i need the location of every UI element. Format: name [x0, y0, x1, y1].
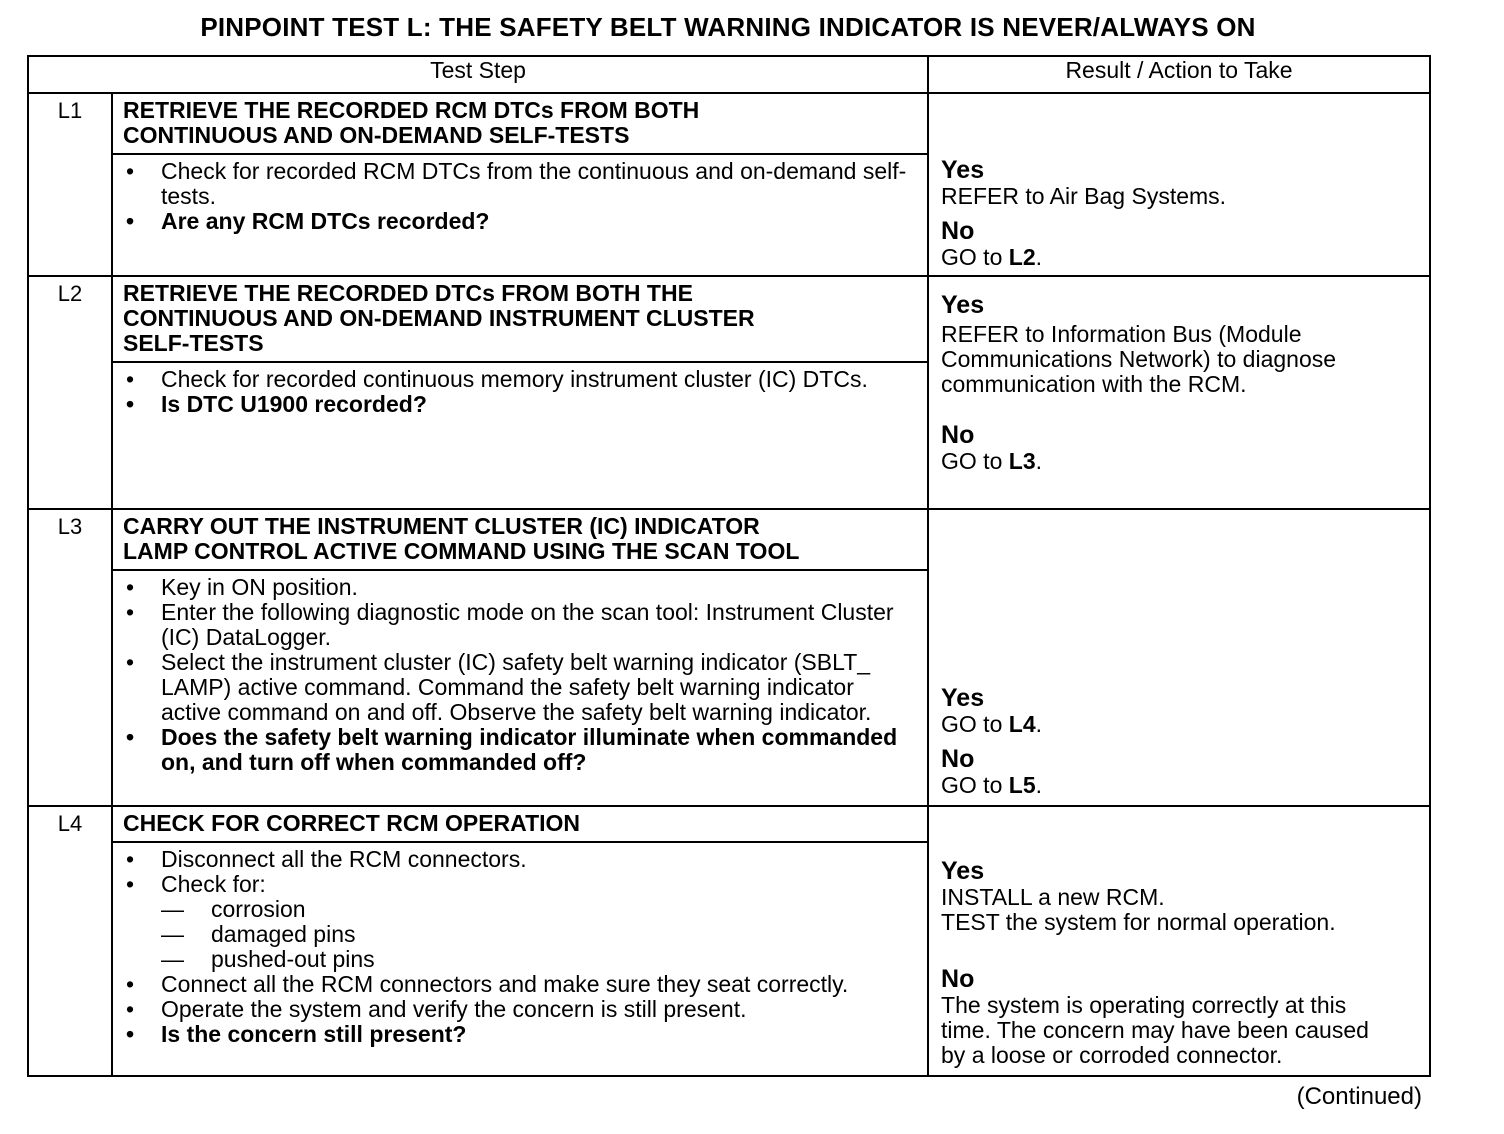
action-line: TEST the system for normal operation.: [941, 909, 1336, 935]
action-line: Communications Network) to diagnose: [941, 346, 1337, 372]
bullet-icon: •: [125, 158, 135, 184]
action-text: .: [1035, 448, 1042, 474]
step-reference: L4: [1008, 711, 1036, 737]
check-list: [161, 897, 917, 972]
question-text: Are any RCM DTCs recorded?: [161, 208, 490, 234]
bullet-icon: •: [125, 971, 135, 997]
dash-icon: —: [161, 946, 184, 972]
list-item: [123, 159, 917, 209]
step-l2-body: [112, 362, 928, 509]
yes-action: [941, 712, 1417, 737]
step-l3-id: L3: [28, 509, 112, 806]
check-item-text: corrosion: [211, 896, 306, 922]
check-item: [161, 897, 917, 922]
bullet-icon: •: [125, 649, 135, 675]
no-label: No: [941, 217, 975, 245]
step-l1-heading-line: RETRIEVE THE RECORDED RCM DTCs FROM BOTH: [123, 97, 700, 123]
bullet-icon: •: [125, 724, 135, 750]
step-l2-heading-line: SELF-TESTS: [123, 330, 264, 356]
step-l1-result: [928, 93, 1430, 276]
bullet-icon: •: [125, 996, 135, 1022]
instruction-text: Check for recorded RCM DTCs from the continuous and on-demand self-tests.: [161, 158, 907, 209]
no-label: No: [941, 745, 975, 773]
instruction-text: Check for:: [161, 871, 266, 897]
list-item: [123, 650, 917, 725]
step-l4-heading: [112, 806, 928, 842]
dash-icon: —: [161, 896, 184, 922]
continued-note: (Continued): [1296, 1083, 1422, 1110]
instruction-text: Check for recorded continuous memory instrument cluster (IC) DTCs.: [161, 366, 868, 392]
yes-label: Yes: [941, 291, 985, 319]
bullet-icon: •: [125, 871, 135, 897]
question-text: Is the concern still present?: [161, 1021, 467, 1047]
step-l4-id: L4: [28, 806, 112, 1076]
step-l2-id: L2: [28, 276, 112, 509]
list-item: [123, 600, 917, 650]
bullet-icon: •: [125, 208, 135, 234]
step-l3-heading-line: CARRY OUT THE INSTRUMENT CLUSTER (IC) INDICATOR: [123, 513, 760, 539]
question-text: Does the safety belt warning indicator illuminate when commanded on, and turn off when commanded off?: [161, 724, 898, 775]
action-line: communication with the RCM.: [941, 371, 1247, 397]
check-item: [161, 922, 917, 947]
action-text: .: [1035, 244, 1042, 270]
step-l3-heading-row: [28, 509, 1430, 570]
step-reference: L3: [1008, 448, 1036, 474]
list-item: [123, 847, 917, 872]
instruction-text: Enter the following diagnostic mode on the scan tool: Instrument Cluster (IC) DataLogger.: [161, 599, 894, 650]
step-l1-body: [112, 154, 928, 276]
bullet-icon: •: [125, 574, 135, 600]
list-item: [123, 997, 917, 1022]
step-l2-heading-line: RETRIEVE THE RECORDED DTCs FROM BOTH THE: [123, 280, 693, 306]
question-text: Is DTC U1900 recorded?: [161, 391, 427, 417]
check-item-text: damaged pins: [211, 921, 356, 947]
step-l2-heading-line: CONTINUOUS AND ON-DEMAND INSTRUMENT CLUSTER: [123, 305, 755, 331]
bullet-icon: •: [125, 846, 135, 872]
list-item: [123, 1022, 917, 1047]
check-item-text: pushed-out pins: [211, 946, 375, 972]
list-item: [123, 972, 917, 997]
header-test-step: Test Step: [28, 56, 928, 93]
step-l2-heading: [112, 276, 928, 362]
list-item: [123, 367, 917, 392]
step-l3-heading-line: LAMP CONTROL ACTIVE COMMAND USING THE SCAN TOOL: [123, 538, 800, 564]
check-item: [161, 947, 917, 972]
action-text: GO to: [941, 448, 1009, 474]
yes-label: Yes: [941, 684, 985, 712]
no-action: [941, 993, 1417, 1068]
list-item: [123, 725, 917, 775]
step-l4-result: [928, 806, 1430, 1076]
step-l3-heading: [112, 509, 928, 570]
action-text: .: [1035, 711, 1042, 737]
step-l1-heading-row: [28, 93, 1430, 154]
action-line: by a loose or corroded connector.: [941, 1042, 1283, 1068]
action-line: time. The concern may have been caused: [941, 1017, 1369, 1043]
no-action: [941, 449, 1417, 474]
list-item: [123, 872, 917, 972]
yes-action: REFER to Air Bag Systems.: [941, 183, 1227, 209]
step-l3-result: [928, 509, 1430, 806]
table-header-row: [28, 56, 1430, 93]
action-line: REFER to Information Bus (Module: [941, 321, 1302, 347]
instruction-text: Select the instrument cluster (IC) safety belt warning indicator (SBLT_ LAMP) active command. Command the safety belt warning indicator active command on and off. Observe the safety belt warning indicator.: [161, 649, 872, 725]
instruction-text: Key in ON position.: [161, 574, 358, 600]
no-action: [941, 773, 1417, 798]
yes-label: Yes: [941, 857, 985, 885]
instruction-text: Operate the system and verify the concern is still present.: [161, 996, 747, 1022]
pinpoint-test-table: [27, 55, 1431, 1077]
instruction-text: Connect all the RCM connectors and make sure they seat correctly.: [161, 971, 849, 997]
step-reference: L2: [1008, 244, 1036, 270]
step-l4-body: [112, 842, 928, 1076]
bullet-icon: •: [125, 391, 135, 417]
step-l4-heading-line: CHECK FOR CORRECT RCM OPERATION: [123, 810, 581, 836]
bullet-icon: •: [125, 1021, 135, 1047]
action-text: GO to: [941, 711, 1009, 737]
yes-action: [941, 885, 1417, 935]
no-label: No: [941, 421, 975, 449]
step-l2-heading-row: [28, 276, 1430, 362]
step-l4-heading-row: [28, 806, 1430, 842]
bullet-icon: •: [125, 366, 135, 392]
list-item: [123, 392, 917, 417]
bullet-icon: •: [125, 599, 135, 625]
yes-action: [941, 322, 1417, 397]
step-l3-body: [112, 570, 928, 806]
yes-label: Yes: [941, 156, 985, 184]
list-item: [123, 209, 917, 234]
dash-icon: —: [161, 921, 184, 947]
step-l1-heading-line: CONTINUOUS AND ON-DEMAND SELF-TESTS: [123, 122, 630, 148]
action-text: .: [1035, 772, 1042, 798]
step-l1-id: L1: [28, 93, 112, 276]
list-item: [123, 575, 917, 600]
no-label: No: [941, 965, 975, 993]
action-text: GO to: [941, 244, 1009, 270]
action-text: GO to: [941, 772, 1009, 798]
page-title: PINPOINT TEST L: THE SAFETY BELT WARNING INDICATOR IS NEVER/ALWAYS ON: [200, 12, 1256, 42]
action-line: INSTALL a new RCM.: [941, 884, 1165, 910]
action-line: The system is operating correctly at this: [941, 992, 1347, 1018]
instruction-text: Disconnect all the RCM connectors.: [161, 846, 527, 872]
no-action: [941, 245, 1417, 270]
step-reference: L5: [1008, 772, 1036, 798]
step-l1-heading: [112, 93, 928, 154]
step-l2-result: [928, 276, 1430, 509]
header-result-action: Result / Action to Take: [928, 56, 1430, 93]
